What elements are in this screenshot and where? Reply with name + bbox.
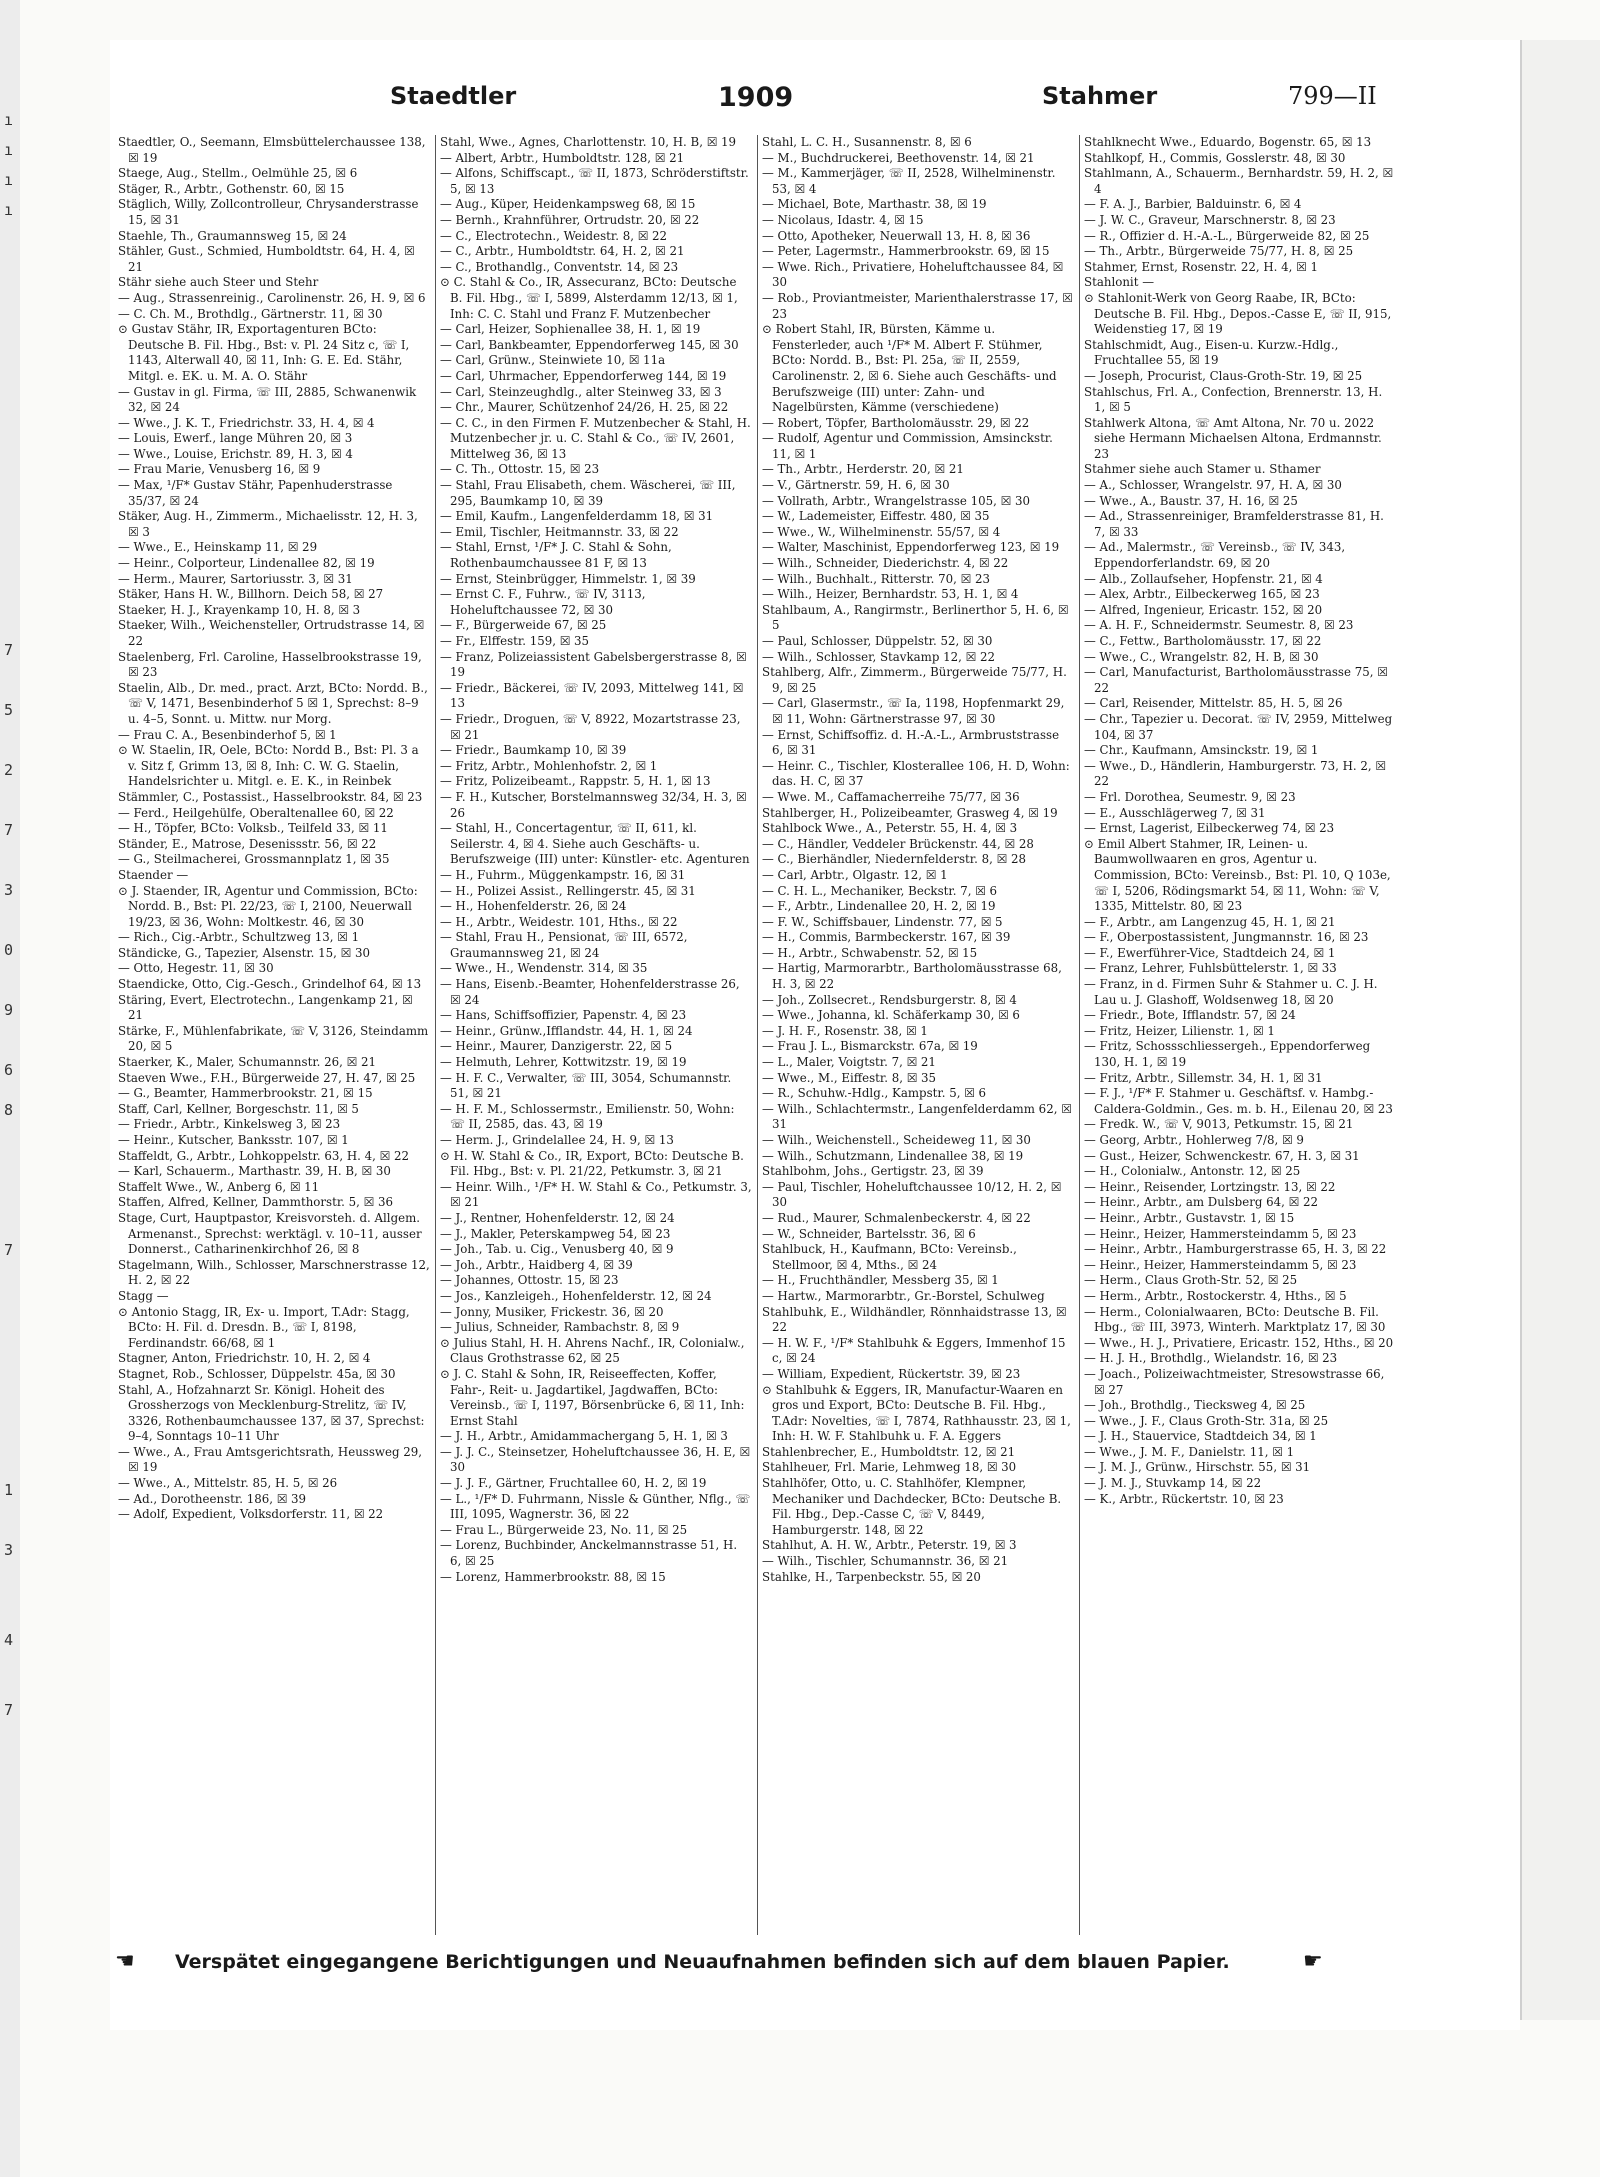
directory-entry: — H., Colonialw., Antonstr. 12, ☒ 25 — [1084, 1164, 1301, 1179]
directory-entry: ⊙ H. W. Stahl & Co., IR, Export, BCto: Deutsche B. Fil. Hbg., Bst: v. Pl. 21/22, Petkumstr. 3, ☒ 21 — [440, 1148, 744, 1179]
directory-entry: — C., Arbtr., Humboldtstr. 64, H. 2, ☒ 21 — [440, 244, 685, 259]
directory-entry: — Heinr., Arbtr., Gustavstr. 1, ☒ 15 — [1084, 1210, 1295, 1225]
directory-entry: ⊙ Gustav Stähr, IR, Exportagenturen BCto: Deutsche B. Fil. Hbg., Bst: v. Pl. 24 Sitz c, ☏ I, 1143, Alterwall 40, ☒ 11, Inh: G. E. Ed. Stähr, Mitgl. e. EK. u. M. A. O. Stähr — [118, 322, 410, 383]
directory-entry: — F. W., Schiffsbauer, Lindenstr. 77, ☒ 5 — [762, 914, 1003, 929]
directory-entry: — Lorenz, Buchbinder, Anckelmannstrasse 51, H. 6, ☒ 25 — [440, 1538, 738, 1569]
directory-entry: — Ferd., Heilgehülfe, Oberaltenallee 60, ☒ 22 — [118, 805, 394, 820]
directory-entry: — Herm., Arbtr., Rostockerstr. 4, Hths., ☒ 5 — [1084, 1288, 1347, 1303]
margin-stray-char: 6 — [4, 1061, 14, 1079]
directory-entry: — H., Commis, Barmbeckerstr. 167, ☒ 39 — [762, 930, 1011, 945]
directory-entry: Stage, Curt, Hauptpastor, Kreisvorsteh. d. Allgem. Armenanst., Sprechst: werktägl. v. 10–11, ausser Donnerst., Catharinenkirchhof 26, ☒ 8 — [118, 1210, 422, 1257]
directory-entry: — Hartw., Marmorarbtr., Gr.-Borstel, Schulweg — [762, 1288, 1045, 1303]
directory-entry: — F., Ewerführer-Vice, Stadtdeich 24, ☒ 1 — [1084, 945, 1336, 960]
directory-entry: — L., Maler, Voigtstr. 7, ☒ 21 — [762, 1055, 936, 1070]
directory-entry: — Heinr., Arbtr., Hamburgerstrasse 65, H. 3, ☒ 22 — [1084, 1242, 1387, 1257]
directory-entry: — Michael, Bote, Marthastr. 38, ☒ 19 — [762, 197, 987, 212]
directory-entry: — Carl, Arbtr., Olgastr. 12, ☒ 1 — [762, 867, 948, 882]
directory-entry: — Franz, Polizeiassistent Gabelsbergerstrasse 8, ☒ 19 — [440, 649, 747, 680]
directory-entry: — Chr., Tapezier u. Decorat. ☏ IV, 2959, Mittelweg 104, ☒ 37 — [1084, 711, 1393, 742]
directory-entry: ⊙ Julius Stahl, H. H. Ahrens Nachf., IR, Colonialw., Claus Grothstrasse 62, ☒ 25 — [440, 1335, 745, 1366]
directory-entry: — Alb., Zollaufseher, Hopfenstr. 21, ☒ 4 — [1084, 571, 1323, 586]
directory-entry: — Albert, Arbtr., Humboldtstr. 128, ☒ 21 — [440, 150, 685, 165]
margin-stray-char: 7 — [4, 821, 14, 839]
footer-note — [115, 1946, 1425, 1982]
directory-entry: Stahlonit — — [1084, 275, 1154, 290]
directory-entry: — Heinr. C., Tischler, Klosterallee 106, H. D, Wohn: das. H. C, ☒ 37 — [762, 758, 1070, 789]
directory-entry: — Otto, Apotheker, Neuerwall 13, H. 8, ☒ 36 — [762, 228, 1031, 243]
directory-entry: Stäker, Aug. H., Zimmerm., Michaelisstr. 12, H. 3, ☒ 3 — [118, 509, 418, 539]
directory-entry: Staeven Wwe., F.H., Bürgerweide 27, H. 47, ☒ 25 — [118, 1070, 416, 1085]
directory-entry: — Stahl, Ernst, ¹/F* J. C. Stahl & Sohn, Rothenbaumchaussee 81 F, ☒ 13 — [440, 540, 672, 571]
column-divider — [757, 135, 758, 1935]
directory-entry: Staffelt Wwe., W., Anberg 6, ☒ 11 — [118, 1179, 320, 1194]
directory-entry: — Carl, Heizer, Sophienallee 38, H. 1, ☒ 19 — [440, 322, 701, 337]
directory-entry: — Friedr., Arbtr., Kinkelsweg 3, ☒ 23 — [118, 1117, 341, 1132]
directory-entry: — Alfred, Ingenieur, Ericastr. 152, ☒ 20 — [1084, 602, 1323, 617]
directory-entry: — Wwe., H., Wendenstr. 314, ☒ 35 — [440, 961, 648, 976]
directory-entry: — Wilh., Schlachtermstr., Langenfelderdamm 62, ☒ 31 — [762, 1101, 1072, 1132]
directory-entry: — A. H. F., Schneidermstr. Seumestr. 8, ☒ 23 — [1084, 618, 1354, 633]
directory-entry: — Fritz, Schossschliessergeh., Eppendorferweg 130, H. 1, ☒ 19 — [1084, 1039, 1371, 1070]
directory-entry: — H. J. H., Brothdlg., Wielandstr. 16, ☒ 23 — [1084, 1351, 1338, 1366]
directory-entry: Stahlberg, Alfr., Zimmerm., Bürgerweide 75/77, H. 9, ☒ 25 — [762, 665, 1067, 695]
directory-entry: Stahlschus, Frl. A., Confection, Brennerstr. 13, H. 1, ☒ 5 — [1084, 384, 1383, 415]
directory-entry: — M., Buchdruckerei, Beethovenstr. 14, ☒ 21 — [762, 150, 1035, 165]
directory-entry: — Robert, Töpfer, Bartholomäusstr. 29, ☒ 22 — [762, 415, 1030, 430]
directory-entry: — Wwe., Johanna, kl. Schäferkamp 30, ☒ 6 — [762, 1008, 1020, 1023]
margin-stray-char: 4 — [4, 1631, 14, 1649]
directory-entry: — William, Expedient, Rückertstr. 39, ☒ 23 — [762, 1366, 1021, 1381]
directory-entry: Staedtler, O., Seemann, Elmsbüttelerchaussee 138, ☒ 19 — [118, 135, 426, 165]
directory-entry: Stäring, Evert, Electrotechn., Langenkamp 21, ☒ 21 — [118, 992, 413, 1023]
directory-entry: — F. J., ¹/F* F. Stahmer u. Geschäftsf. v. Hambg.-Caldera-Goldmin., Ges. m. b. H., Eilenau 20, ☒ 23 — [1084, 1086, 1393, 1116]
directory-entry: ⊙ J. Staender, IR, Agentur und Commission, BCto: Nordd. B., Bst: Pl. 22/23, ☏ I, 2100, Neuerwall 19/23, ☒ 36, Wohn: Moltkestr. 46, ☒ 30 — [118, 883, 418, 929]
directory-entry: — J., Makler, Peterskampweg 54, ☒ 23 — [440, 1226, 671, 1241]
directory-entry: — H., Polizei Assist., Rellingerstr. 45, ☒ 31 — [440, 883, 696, 898]
directory-entry: — Helmuth, Lehrer, Kottwitzstr. 19, ☒ 19 — [440, 1055, 687, 1070]
directory-entry: — J. W. C., Graveur, Marschnerstr. 8, ☒ 23 — [1084, 212, 1336, 227]
directory-entry: Stärke, F., Mühlenfabrikate, ☏ V, 3126, Steindamm 20, ☒ 5 — [118, 1023, 429, 1054]
directory-entry: — Stahl, H., Concertagentur, ☏ II, 611, kl. Seilerstr. 4, ☒ 4. Siehe auch Geschäfts- u. Berufszweige (III) unter: Künstler- etc. Agenturen — [440, 821, 750, 867]
directory-entry: Stäglich, Willy, Zollcontrolleur, Chrysanderstrasse 15, ☒ 31 — [118, 197, 419, 227]
header-first-name: Staedtler — [390, 82, 517, 110]
directory-entry: — Ernst, Schiffsoffiz. d. H.-A.-L., Armbruststrasse 6, ☒ 31 — [762, 727, 1060, 758]
directory-entry: Stämmler, C., Postassist., Hasselbrookstr. 84, ☒ 23 — [118, 789, 423, 804]
column-4 — [1084, 135, 1396, 1935]
directory-entry: Stahlbuhk, E., Wildhändler, Rönnhaidstrasse 13, ☒ 22 — [762, 1304, 1067, 1335]
directory-entry: — Stahl, Frau H., Pensionat, ☏ III, 6572, Graumannsweg 21, ☒ 24 — [440, 930, 688, 960]
directory-entry: — Wwe., W., Wilhelminenstr. 55/57, ☒ 4 — [762, 524, 1001, 539]
directory-entry: — J. J. C., Steinsetzer, Hoheluftchaussee 36, H. E, ☒ 30 — [440, 1444, 751, 1475]
directory-entry: — Carl, Steinzeughdlg., alter Steinweg 33, ☒ 3 — [440, 384, 722, 399]
directory-entry: — K., Arbtr., Rückertstr. 10, ☒ 23 — [1084, 1491, 1284, 1506]
margin-stray-char: ı — [4, 111, 14, 129]
directory-entry: — Fritz, Polizeibeamt., Rappstr. 5, H. 1, ☒ 13 — [440, 774, 711, 789]
directory-entry: — Julius, Schneider, Rambachstr. 8, ☒ 9 — [440, 1320, 680, 1335]
directory-entry: Stahl, Wwe., Agnes, Charlottenstr. 10, H. B, ☒ 19 — [440, 135, 737, 149]
directory-entry: — Peter, Lagermstr., Hammerbrookstr. 69, ☒ 15 — [762, 244, 1050, 259]
directory-entry: Stahlbuck, H., Kaufmann, BCto: Vereinsb., Stellmoor, ☒ 4, Mths., ☒ 24 — [762, 1242, 1017, 1272]
directory-entry: — Carl, Glasermstr., ☏ Ia, 1198, Hopfenmarkt 29, ☒ 11, Wohn: Gärtnerstrasse 97, ☒ 30 — [762, 696, 1065, 726]
directory-entry: — J., Rentner, Hohenfelderstr. 12, ☒ 24 — [440, 1210, 675, 1225]
directory-entry: ⊙ Emil Albert Stahmer, IR, Leinen- u. Baumwollwaaren en gros, Agentur u. Commission, BCto: Vereinsb., Bst: Pl. 10, Q 103e, ☏ I, 5206, Rödingsmarkt 54, ☒ 11, Wohn: ☏ V, 1335, Mittelstr. 80, ☒ 23 — [1084, 836, 1391, 914]
directory-entry: Stagg — — [118, 1288, 169, 1303]
directory-entry: — Heinr., Heizer, Hammersteindamm 5, ☒ 23 — [1084, 1226, 1357, 1241]
directory-entry: — Fredk. W., ☏ V, 9013, Petkumstr. 15, ☒ 21 — [1084, 1117, 1354, 1132]
directory-entry: — R., Offizier d. H.-A.-L., Bürgerweide 82, ☒ 25 — [1084, 228, 1370, 243]
directory-entry: — F., Arbtr., Lindenallee 20, H. 2, ☒ 19 — [762, 899, 996, 914]
column-divider — [1079, 135, 1080, 1935]
directory-entry: — Johannes, Ottostr. 15, ☒ 23 — [440, 1273, 619, 1288]
column-1 — [118, 135, 430, 1935]
directory-entry: Ständicke, G., Tapezier, Alsenstr. 15, ☒ 30 — [118, 945, 371, 960]
directory-entry: ⊙ Stahlbuhk & Eggers, IR, Manufactur-Waaren en gros und Export, BCto: Deutsche B. Fil. Hbg., T.Adr: Novelties, ☏ I, 7874, Rathhausstr. 23, ☒ 1, Inh: H. W. F. Stahlbuhk u. F. A. Eggers — [762, 1382, 1071, 1444]
directory-entry: — Ernst C. F., Fuhrw., ☏ IV, 3113, Hoheluftchaussee 72, ☒ 30 — [440, 587, 646, 617]
directory-entry: Staff, Carl, Kellner, Borgeschstr. 11, ☒ 5 — [118, 1101, 359, 1116]
directory-entry: — C. H. L., Mechaniker, Beckstr. 7, ☒ 6 — [762, 883, 998, 898]
directory-entry: — C., Electrotechn., Weidestr. 8, ☒ 22 — [440, 228, 668, 243]
directory-entry: — Fr., Elffestr. 159, ☒ 35 — [440, 634, 590, 648]
directory-entry: — Joh., Arbtr., Haidberg 4, ☒ 39 — [440, 1257, 633, 1272]
directory-entry: — Aug., Strassenreinig., Carolinenstr. 26, H. 9, ☒ 6 — [118, 290, 426, 305]
directory-entry: — Friedr., Bote, Ifflandstr. 57, ☒ 24 — [1084, 1008, 1296, 1023]
directory-entry: — Paul, Schlosser, Düppelstr. 52, ☒ 30 — [762, 634, 993, 648]
directory-entry: — Rudolf, Agentur und Commission, Amsinckstr. 11, ☒ 1 — [762, 431, 1053, 461]
directory-entry: Stagelmann, Wilh., Schlosser, Marschnerstrasse 12, H. 2, ☒ 22 — [118, 1257, 430, 1288]
directory-entry: — Otto, Hegestr. 11, ☒ 30 — [118, 961, 274, 976]
directory-entry: Stähr siehe auch Steer und Stehr — [118, 275, 319, 290]
directory-entry: ⊙ Robert Stahl, IR, Bürsten, Kämme u. Fensterleder, auch ¹/F* M. Albert F. Stühmer, BCto: Nordd. B., Bst: Pl. 25a, ☏ II, 2559, Carolinenstr. 2, ☒ 6. Siehe auch Geschäfts- und Berufszweige (III) unter: Zahn- und Nagelbürsten, Kämme (verschiedene) — [762, 322, 1057, 415]
directory-entry: Stahlbohm, Johs., Gertigstr. 23, ☒ 39 — [762, 1164, 984, 1179]
directory-entry: Stahmer siehe auch Stamer u. Sthamer — [1084, 462, 1321, 477]
directory-entry: Stäker, Hans H. W., Billhorn. Deich 58, ☒ 27 — [118, 587, 384, 602]
margin-stray-text — [0, 0, 90, 2177]
directory-entry: — Wwe., Louise, Erichstr. 89, H. 3, ☒ 4 — [118, 446, 353, 461]
directory-entry: — F., Oberpostassistent, Jungmannstr. 16, ☒ 23 — [1084, 930, 1369, 945]
directory-entry: ⊙ C. Stahl & Co., IR, Assecuranz, BCto: Deutsche B. Fil. Hbg., ☏ I, 5899, Alsterdamm 12/13, ☒ 1, Inh: C. C. Stahl und Franz F. Mutzenbecher — [440, 275, 738, 321]
column-divider — [435, 135, 436, 1935]
directory-entry: — Lorenz, Hammerbrookstr. 88, ☒ 15 — [440, 1569, 666, 1584]
directory-entry: — C. Ch. M., Brothdlg., Gärtnerstr. 11, ☒ 30 — [118, 306, 383, 321]
directory-entry: — Wwe., M., Eiffestr. 8, ☒ 35 — [762, 1070, 937, 1085]
directory-entry: — Heinr., Colporteur, Lindenallee 82, ☒ 19 — [118, 556, 375, 571]
directory-entry: Stahlschmidt, Aug., Eisen-u. Kurzw.-Hdlg., Fruchtallee 55, ☒ 19 — [1084, 337, 1339, 368]
directory-entry: — Wilh., Tischler, Schumannstr. 36, ☒ 21 — [762, 1554, 1009, 1569]
directory-entry: — Wwe., D., Händlerin, Hamburgerstr. 73, H. 2, ☒ 22 — [1084, 758, 1387, 789]
column-2 — [440, 135, 752, 1935]
directory-entry: — Wwe. Rich., Privatiere, Hoheluftchaussee 84, ☒ 30 — [762, 259, 1064, 290]
directory-entry: — Hartig, Marmorarbtr., Bartholomäusstrasse 68, H. 3, ☒ 22 — [762, 961, 1062, 992]
directory-entry: Staerker, K., Maler, Schumannstr. 26, ☒ 21 — [118, 1055, 377, 1070]
directory-entry: — Wwe. M., Caffamacherreihe 75/77, ☒ 36 — [762, 789, 1020, 804]
directory-entry: — H., Töpfer, BCto: Volksb., Teilfeld 33, ☒ 11 — [118, 821, 388, 836]
directory-entry: — Hans, Eisenb.-Beamter, Hohenfelderstrasse 26, ☒ 24 — [440, 977, 740, 1007]
directory-entry: — Wwe., J. M. F., Danielstr. 11, ☒ 1 — [1084, 1444, 1295, 1459]
margin-stray-char: 8 — [4, 1101, 14, 1119]
directory-entry: — F., Bürgerweide 67, ☒ 25 — [440, 618, 607, 633]
directory-entry: — Wilh., Buchhalt., Ritterstr. 70, ☒ 23 — [762, 571, 990, 586]
directory-entry: — C., Brothandlg., Conventstr. 14, ☒ 23 — [440, 259, 679, 274]
pointing-hand-left-icon: ☛ — [1303, 1949, 1323, 1974]
directory-entry: — H., Fuhrm., Müggenkampstr. 16, ☒ 31 — [440, 867, 686, 882]
header-page-number: 799—II — [1288, 82, 1377, 110]
directory-entry: — Max, ¹/F* Gustav Stähr, Papenhuderstrasse 35/37, ☒ 24 — [118, 478, 393, 508]
margin-stray-char: ı — [4, 171, 14, 189]
directory-entry: ⊙ J. C. Stahl & Sohn, IR, Reiseeffecten, Koffer, Fahr-, Reit- u. Jagdartikel, Jagdwaffen, BCto: Vereinsb., ☏ I, 1197, Börsenbrücke 6, ☒ 11, Inh: Ernst Stahl — [440, 1366, 745, 1428]
directory-entry: — Wwe., J. K. T., Friedrichstr. 33, H. 4, ☒ 4 — [118, 415, 375, 430]
directory-entry: — J. J. F., Gärtner, Fruchtallee 60, H. 2, ☒ 19 — [440, 1476, 707, 1491]
directory-entry: ⊙ Stahlonit-Werk von Georg Raabe, IR, BCto: Deutsche B. Fil. Hbg., Depos.-Casse E, ☏ II, 915, Weidenstieg 17, ☒ 19 — [1084, 290, 1392, 337]
margin-stray-char: 1 — [4, 1481, 14, 1499]
directory-entry: — Carl, Uhrmacher, Eppendorferweg 144, ☒ 19 — [440, 368, 727, 383]
directory-entry: — Heinr., Heizer, Hammersteindamm 5, ☒ 23 — [1084, 1257, 1357, 1272]
directory-entry: — Fritz, Arbtr., Sillemstr. 34, H. 1, ☒ 31 — [1084, 1070, 1323, 1085]
directory-entry: — C., Bierhändler, Niedernfelderstr. 8, ☒ 28 — [762, 852, 1026, 867]
directory-entry: — Herm. J., Grindelallee 24, H. 9, ☒ 13 — [440, 1133, 674, 1147]
directory-entry: — C. Th., Ottostr. 15, ☒ 23 — [440, 462, 600, 477]
directory-entry: — Wilh., Schlosser, Stavkamp 12, ☒ 22 — [762, 649, 995, 664]
directory-entry: Staender — — [118, 867, 189, 882]
directory-entry: — L., ¹/F* D. Fuhrmann, Nissle & Günther, Nflg., ☏ III, 1095, Wagnerstr. 36, ☒ 22 — [440, 1491, 751, 1522]
directory-entry: — Aug., Küper, Heidenkampsweg 68, ☒ 15 — [440, 197, 696, 212]
directory-entry: Staehle, Th., Graumannsweg 15, ☒ 24 — [118, 228, 347, 243]
directory-entry: — H., Fruchthändler, Messberg 35, ☒ 1 — [762, 1273, 999, 1288]
directory-entry: — R., Schuhw.-Hdlg., Kampstr. 5, ☒ 6 — [762, 1086, 987, 1101]
directory-entry: — Wilh., Heizer, Bernhardstr. 53, H. 1, ☒ 4 — [762, 587, 1019, 602]
directory-entry: — Georg, Arbtr., Hohlerweg 7/8, ☒ 9 — [1084, 1133, 1304, 1147]
margin-stray-char: 7 — [4, 1701, 14, 1719]
directory-entry: — Wwe., A., Frau Amtsgerichtsrath, Heussweg 29, ☒ 19 — [118, 1444, 423, 1475]
directory-entry: — Heinr., Grünw.,Ifflandstr. 44, H. 1, ☒ 24 — [440, 1023, 693, 1038]
directory-entry: — A., Schlosser, Wrangelstr. 97, H. A, ☒ 30 — [1084, 478, 1342, 493]
margin-stray-char: ı — [4, 201, 14, 219]
directory-entry: — Heinr., Maurer, Danzigerstr. 22, ☒ 5 — [440, 1039, 673, 1054]
directory-entry: — Fritz, Arbtr., Mohlenhofstr. 2, ☒ 1 — [440, 758, 658, 773]
directory-entry: — V., Gärtnerstr. 59, H. 6, ☒ 30 — [762, 478, 950, 493]
directory-entry: — Franz, in d. Firmen Suhr & Stahmer u. C. J. H. Lau u. J. Glashoff, Woldsenweg 18, ☒ 20 — [1084, 977, 1378, 1007]
directory-entry: Staege, Aug., Stellm., Oelmühle 25, ☒ 6 — [118, 166, 358, 181]
directory-entry: Stahlenbrecher, E., Humboldtstr. 12, ☒ 21 — [762, 1444, 1016, 1459]
directory-entry: — J. M. J., Grünw., Hirschstr. 55, ☒ 31 — [1084, 1460, 1311, 1475]
directory-entry: — Heinr. Wilh., ¹/F* H. W. Stahl & Co., Petkumstr. 3, ☒ 21 — [440, 1179, 752, 1210]
directory-entry: — Ernst, Steinbrügger, Himmelstr. 1, ☒ 39 — [440, 571, 696, 586]
directory-entry: — Wwe., A., Mittelstr. 85, H. 5, ☒ 26 — [118, 1476, 338, 1491]
margin-stray-char: 0 — [4, 941, 14, 959]
directory-entry: — H. F. M., Schlossermstr., Emilienstr. 50, Wohn: ☏ II, 2585, das. 43, ☒ 19 — [440, 1101, 735, 1132]
directory-entry: — F. H., Kutscher, Borstelmannsweg 32/34, H. 3, ☒ 26 — [440, 789, 747, 820]
directory-entry: — W., Lademeister, Eiffestr. 480, ☒ 35 — [762, 509, 990, 524]
directory-entry: Staffeldt, G., Arbtr., Lohkoppelstr. 63, H. 4, ☒ 22 — [118, 1148, 409, 1163]
directory-entry: — Ernst, Lagerist, Eilbeckerweg 74, ☒ 23 — [1084, 821, 1335, 836]
directory-entry: — Joh., Zollsecret., Rendsburgerstr. 8, ☒ 4 — [762, 992, 1017, 1007]
directory-entry: Staffen, Alfred, Kellner, Dammthorstr. 5, ☒ 36 — [118, 1195, 394, 1210]
margin-stray-char: 2 — [4, 761, 14, 779]
directory-entry: — C. C., in den Firmen F. Mutzenbecher & Stahl, H. Mutzenbecher jr. u. C. Stahl & Co., ☏ IV, 2601, Mittelweg 36, ☒ 13 — [440, 415, 751, 461]
directory-columns — [118, 135, 1408, 1935]
directory-entry: — Karl, Schauerm., Marthastr. 39, H. B, ☒ 30 — [118, 1164, 391, 1179]
directory-entry: — Heinr., Arbtr., am Dulsberg 64, ☒ 22 — [1084, 1195, 1318, 1210]
directory-entry: Stähler, Gust., Schmied, Humboldtstr. 64, H. 4, ☒ 21 — [118, 244, 415, 274]
margin-stray-char: 5 — [4, 701, 14, 719]
directory-entry: — Nicolaus, Idastr. 4, ☒ 15 — [762, 212, 924, 227]
directory-entry: — Friedr., Baumkamp 10, ☒ 39 — [440, 743, 627, 758]
directory-entry: — H. W. F., ¹/F* Stahlbuhk & Eggers, Immenhof 15 c, ☒ 24 — [762, 1335, 1066, 1366]
directory-entry: — Hans, Schiffsoffizier, Papenstr. 4, ☒ 23 — [440, 1008, 687, 1023]
directory-entry: — J. H., Stauervice, Stadtdeich 34, ☒ 1 — [1084, 1429, 1317, 1444]
directory-entry: — W., Schneider, Bartelsstr. 36, ☒ 6 — [762, 1226, 976, 1241]
directory-entry: — Heinr., Reisender, Lortzingstr. 13, ☒ 22 — [1084, 1179, 1336, 1194]
directory-entry: — Franz, Lehrer, Fuhlsbüttelerstr. 1, ☒ 33 — [1084, 961, 1337, 976]
directory-entry: — Wwe., J. F., Claus Groth-Str. 31a, ☒ 25 — [1084, 1413, 1329, 1428]
directory-entry: — Stahl, Frau Elisabeth, chem. Wäscherei, ☏ III, 295, Baumkamp 10, ☒ 39 — [440, 478, 736, 508]
directory-entry: — Emil, Tischler, Heitmannstr. 33, ☒ 22 — [440, 524, 679, 539]
directory-entry: — Jonny, Musiker, Frickestr. 36, ☒ 20 — [440, 1304, 664, 1319]
directory-entry: — Joseph, Procurist, Claus-Groth-Str. 19, ☒ 25 — [1084, 368, 1363, 383]
directory-entry: — Frau L., Bürgerweide 23, No. 11, ☒ 25 — [440, 1522, 688, 1537]
header-year: 1909 — [718, 82, 794, 113]
directory-entry: Staendicke, Otto, Cig.-Gesch., Grindelhof 64, ☒ 13 — [118, 977, 422, 992]
directory-entry: — H., Arbtr., Weidestr. 101, Hths., ☒ 22 — [440, 914, 678, 929]
directory-entry: — Wwe., H. J., Privatiere, Ericastr. 152, Hths., ☒ 20 — [1084, 1335, 1394, 1350]
directory-entry: — Joh., Brothdlg., Tiecksweg 4, ☒ 25 — [1084, 1398, 1306, 1413]
directory-entry: Stahlhut, A. H. W., Arbtr., Peterstr. 19, ☒ 3 — [762, 1538, 1017, 1553]
directory-entry: — C., Fettw., Bartholomäusstr. 17, ☒ 22 — [1084, 634, 1322, 648]
directory-entry: — J. M. J., Stuvkamp 14, ☒ 22 — [1084, 1476, 1262, 1491]
directory-entry: — J. H., Arbtr., Amidammachergang 5, H. 1, ☒ 3 — [440, 1429, 728, 1444]
directory-entry: Stahlheuer, Frl. Marie, Lehmweg 18, ☒ 30 — [762, 1460, 1017, 1475]
directory-entry: Stahl, L. C. H., Susannenstr. 8, ☒ 6 — [762, 135, 972, 149]
directory-entry: — H., Hohenfelderstr. 26, ☒ 24 — [440, 899, 627, 914]
directory-entry: Stahlberger, H., Polizeibeamter, Grasweg 4, ☒ 19 — [762, 805, 1058, 820]
directory-entry: Staeker, Wilh., Weichensteller, Ortrudstrasse 14, ☒ 22 — [118, 618, 425, 648]
directory-entry: — Joh., Tab. u. Cig., Venusberg 40, ☒ 9 — [440, 1242, 674, 1257]
directory-entry: — Wwe., E., Heinskamp 11, ☒ 29 — [118, 540, 318, 555]
directory-entry: — H., Arbtr., Schwabenstr. 52, ☒ 15 — [762, 945, 978, 960]
pointing-hand-right-icon: ☚ — [115, 1949, 135, 1974]
directory-entry: — Herm., Claus Groth-Str. 52, ☒ 25 — [1084, 1273, 1298, 1288]
directory-entry: — Vollrath, Arbtr., Wrangelstrasse 105, ☒ 30 — [762, 493, 1031, 508]
directory-entry: — Emil, Kaufm., Langenfelderdamm 18, ☒ 31 — [440, 509, 714, 524]
directory-entry: — Fritz, Heizer, Lilienstr. 1, ☒ 1 — [1084, 1023, 1275, 1038]
page-header — [280, 78, 1400, 118]
directory-entry: — Frl. Dorothea, Seumestr. 9, ☒ 23 — [1084, 789, 1296, 804]
directory-entry: — Frau J. L., Bismarckstr. 67a, ☒ 19 — [762, 1039, 978, 1054]
directory-entry: — Walter, Maschinist, Eppendorferweg 123, ☒ 19 — [762, 540, 1060, 555]
directory-entry: — Carl, Reisender, Mittelstr. 85, H. 5, ☒ 26 — [1084, 696, 1343, 711]
directory-entry: — Ad., Dorotheenstr. 186, ☒ 39 — [118, 1491, 307, 1506]
directory-entry: — Herm., Colonialwaaren, BCto: Deutsche B. Fil. Hbg., ☏ III, 3973, Winterh. Marktplatz 17, ☒ 30 — [1084, 1304, 1386, 1335]
directory-entry: Stagnet, Rob., Schlosser, Düppelstr. 45a, ☒ 30 — [118, 1366, 396, 1381]
directory-entry: — Wilh., Schneider, Diederichstr. 4, ☒ 22 — [762, 556, 1009, 571]
directory-entry: — Friedr., Droguen, ☏ V, 8922, Mozartstrasse 23, ☒ 21 — [440, 711, 741, 742]
directory-entry: Stahlke, H., Tarpenbeckstr. 55, ☒ 20 — [762, 1569, 981, 1584]
directory-entry: — Alfons, Schiffscapt., ☏ II, 1873, Schröderstiftstr. 5, ☒ 13 — [440, 166, 749, 196]
directory-entry: — J. H. F., Rosenstr. 38, ☒ 1 — [762, 1023, 928, 1038]
directory-entry: — Gust., Heizer, Schwenckestr. 67, H. 3, ☒ 31 — [1084, 1148, 1360, 1163]
directory-entry: — H. F. C., Verwalter, ☏ III, 3054, Schumannstr. 51, ☒ 21 — [440, 1070, 732, 1101]
directory-entry: Ständer, E., Matrose, Desenissstr. 56, ☒ 22 — [118, 836, 377, 851]
directory-entry: — Carl, Manufacturist, Bartholomäusstrasse 75, ☒ 22 — [1084, 665, 1388, 695]
margin-stray-char: 9 — [4, 1001, 14, 1019]
scan-edge-right — [1520, 40, 1600, 2020]
margin-stray-char: 3 — [4, 1541, 14, 1559]
directory-entry: — Joach., Polizeiwachtmeister, Stresowstrasse 66, ☒ 27 — [1084, 1366, 1385, 1397]
directory-entry: Stagner, Anton, Friedrichstr. 10, H. 2, ☒ 4 — [118, 1351, 371, 1366]
directory-entry: — Herm., Maurer, Sartoriusstr. 3, ☒ 31 — [118, 571, 353, 586]
margin-stray-char: 7 — [4, 641, 14, 659]
margin-stray-char: ı — [4, 141, 14, 159]
directory-entry: — Frau Marie, Venusberg 16, ☒ 9 — [118, 462, 321, 477]
directory-entry: — Rob., Proviantmeister, Marienthalerstrasse 17, ☒ 23 — [762, 290, 1073, 321]
directory-entry: — Alex, Arbtr., Eilbeckerweg 165, ☒ 23 — [1084, 587, 1320, 602]
directory-entry: Staelenberg, Frl. Caroline, Hasselbrookstrasse 19, ☒ 23 — [118, 649, 422, 680]
directory-entry: — G., Steilmacherei, Grossmannplatz 1, ☒ 35 — [118, 852, 390, 867]
directory-entry: Staeker, H. J., Krayenkamp 10, H. 8, ☒ 3 — [118, 602, 361, 617]
margin-stray-char: 3 — [4, 881, 14, 899]
directory-entry: — Paul, Tischler, Hoheluftchaussee 10/12, H. 2, ☒ 30 — [762, 1179, 1062, 1210]
directory-entry: Stahlkopf, H., Commis, Gosslerstr. 48, ☒ 30 — [1084, 150, 1346, 165]
directory-entry: Stahlmann, A., Schauerm., Bernhardstr. 59, H. 2, ☒ 4 — [1084, 166, 1394, 196]
directory-entry: ⊙ W. Staelin, IR, Oele, BCto: Nordd B., Bst: Pl. 3 a v. Sitz f, Grimm 13, ☒ 8, Inh: C. W. G. Staelin, Handelsrichter u. Mitgl. e. E. K., in Reinbek — [118, 743, 419, 789]
directory-entry: — Ad., Strassenreiniger, Bramfelderstrasse 81, H. 7, ☒ 33 — [1084, 509, 1384, 539]
directory-entry: Stahlhöfer, Otto, u. C. Stahlhöfer, Klempner, Mechaniker und Dachdecker, BCto: Deutsche B. Fil. Hbg., Dep.-Casse C, ☏ V, 8449, Hamburgerstr. 148, ☒ 22 — [762, 1476, 1062, 1537]
directory-entry: — Carl, Bankbeamter, Eppendorferweg 145, ☒ 30 — [440, 337, 739, 352]
directory-entry: ⊙ Antonio Stagg, IR, Ex- u. Import, T.Adr: Stagg, BCto: H. Fil. d. Dresdn. B., ☏ I, 8198, Ferdinandstr. 66/68, ☒ 1 — [118, 1304, 410, 1350]
directory-entry: — F. A. J., Barbier, Balduinstr. 6, ☒ 4 — [1084, 197, 1302, 212]
directory-entry: Stahl, A., Hofzahnarzt Sr. Königl. Hoheit des Grossherzogs von Mecklenburg-Strelitz, ☏ IV, 3326, Rothenbaumchaussee 137, ☒ 37, Sprechst: 9–4, Sonntags 10–11 Uhr — [118, 1382, 425, 1444]
directory-entry: — Carl, Grünw., Steinwiete 10, ☒ 11a — [440, 353, 666, 368]
directory-entry: — Jos., Kanzleigeh., Hohenfelderstr. 12, ☒ 24 — [440, 1288, 712, 1303]
directory-entry: — Wwe., A., Baustr. 37, H. 16, ☒ 25 — [1084, 493, 1298, 508]
directory-entry: — E., Ausschlägerweg 7, ☒ 31 — [1084, 805, 1266, 820]
directory-entry: — Wilh., Schutzmann, Lindenallee 38, ☒ 19 — [762, 1148, 1024, 1163]
directory-entry: Staelin, Alb., Dr. med., pract. Arzt, BCto: Nordd. B., ☏ V, 1471, Besenbinderhof 5 ☒ 1, Sprechst: 8–9 u. 4–5, Sonnt. u. Mittw. nur Morg. — [118, 680, 428, 726]
directory-entry: Stahlwerk Altona, ☏ Amt Altona, Nr. 70 u. 2022 siehe Hermann Michaelsen Altona, Erdmannstr. 23 — [1084, 415, 1382, 461]
directory-entry: — Heinr., Kutscher, Banksstr. 107, ☒ 1 — [118, 1133, 349, 1147]
directory-entry: Stäger, R., Arbtr., Gothenstr. 60, ☒ 15 — [118, 181, 345, 196]
directory-entry: — Rich., Cig.-Arbtr., Schultzweg 13, ☒ 1 — [118, 930, 360, 945]
directory-entry: Stahlbaum, A., Rangirmstr., Berlinerthor 5, H. 6, ☒ 5 — [762, 602, 1069, 633]
directory-entry: — Bernh., Krahnführer, Ortrudstr. 20, ☒ 22 — [440, 212, 700, 227]
directory-entry: — Th., Arbtr., Herderstr. 20, ☒ 21 — [762, 462, 964, 477]
directory-entry: — F., Arbtr., am Langenzug 45, H. 1, ☒ 21 — [1084, 914, 1336, 929]
directory-entry: — Louis, Ewerf., lange Mühren 20, ☒ 3 — [118, 431, 353, 446]
directory-entry: — Chr., Maurer, Schützenhof 24/26, H. 25, ☒ 22 — [440, 400, 729, 415]
directory-entry: — Chr., Kaufmann, Amsinckstr. 19, ☒ 1 — [1084, 743, 1319, 758]
directory-entry: — M., Kammerjäger, ☏ II, 2528, Wilhelminenstr. 53, ☒ 4 — [762, 166, 1056, 196]
directory-entry: — G., Beamter, Hammerbrookstr. 21, ☒ 15 — [118, 1086, 373, 1101]
directory-entry: — Wwe., C., Wrangelstr. 82, H. B, ☒ 30 — [1084, 649, 1319, 664]
column-3 — [762, 135, 1074, 1935]
directory-entry: — Frau C. A., Besenbinderhof 5, ☒ 1 — [118, 727, 337, 742]
directory-entry: Stahlbock Wwe., A., Peterstr. 55, H. 4, ☒ 3 — [762, 821, 1018, 836]
directory-entry: — Wilh., Weichenstell., Scheideweg 11, ☒ 30 — [762, 1133, 1031, 1147]
directory-entry: — C., Händler, Veddeler Brückenstr. 44, ☒ 28 — [762, 836, 1034, 851]
directory-entry: — Gustav in gl. Firma, ☏ III, 2885, Schwanenwik 32, ☒ 24 — [118, 384, 417, 415]
margin-stray-char: 7 — [4, 1241, 14, 1259]
header-last-name: Stahmer — [1042, 82, 1158, 110]
directory-entry: Stahmer, Ernst, Rosenstr. 22, H. 4, ☒ 1 — [1084, 259, 1318, 274]
directory-entry: — Th., Arbtr., Bürgerweide 75/77, H. 8, ☒ 25 — [1084, 244, 1354, 259]
directory-entry: Stahlknecht Wwe., Eduardo, Bogenstr. 65, ☒ 13 — [1084, 135, 1372, 149]
directory-entry: — Adolf, Expedient, Volksdorferstr. 11, ☒ 22 — [118, 1507, 384, 1522]
footer-text: Verspätet eingegangene Berichtigungen und Neuaufnahmen befinden sich auf dem blauen Papier. — [175, 1951, 1230, 1973]
directory-entry: — Ad., Malermstr., ☏ Vereinsb., ☏ IV, 343, Eppendorferlandstr. 69, ☒ 20 — [1084, 540, 1346, 571]
directory-entry: — Friedr., Bäckerei, ☏ IV, 2093, Mittelweg 141, ☒ 13 — [440, 680, 744, 711]
directory-entry: — Rud., Maurer, Schmalenbeckerstr. 4, ☒ 22 — [762, 1210, 1031, 1225]
